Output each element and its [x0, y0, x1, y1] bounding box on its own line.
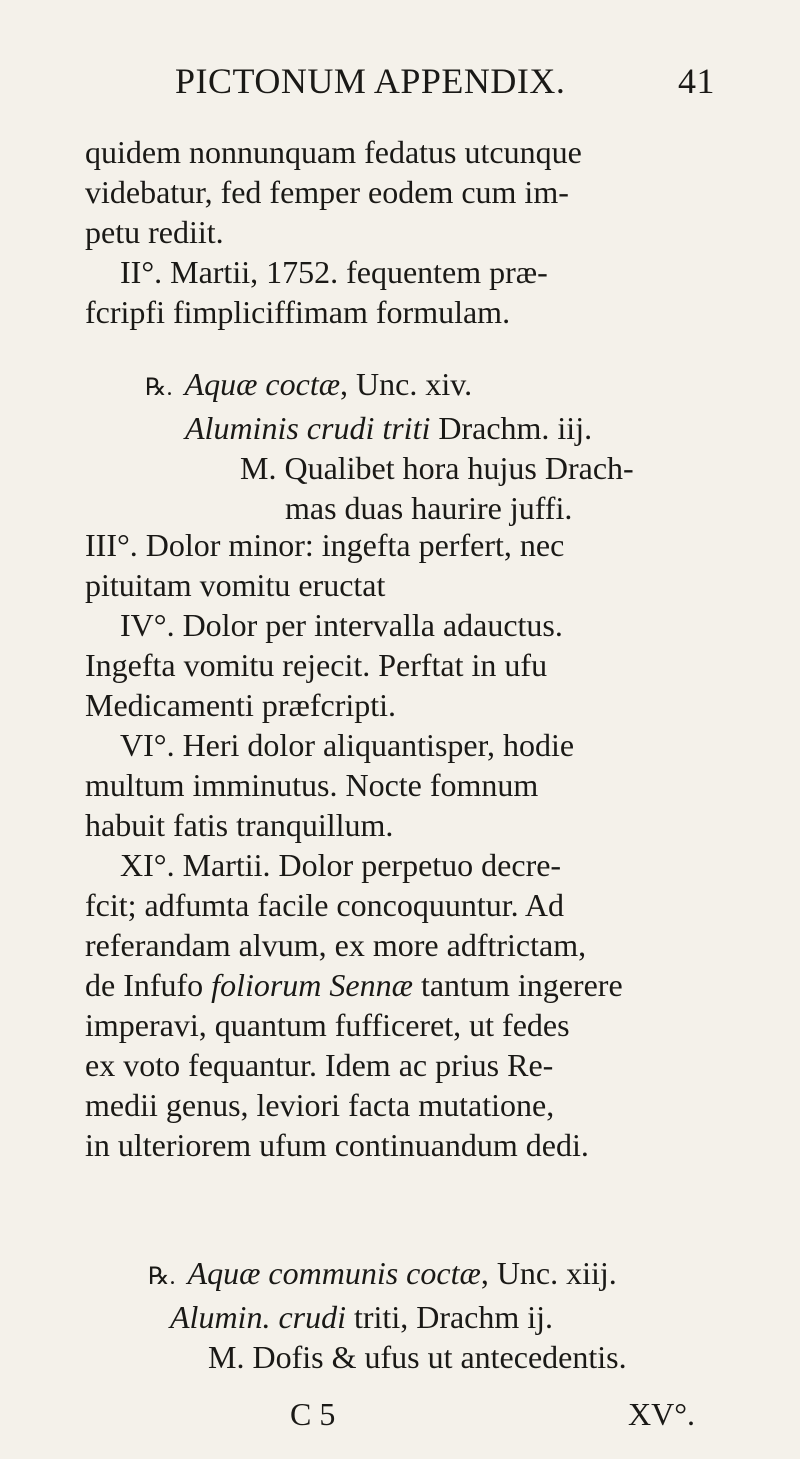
prescription-1 [145, 364, 634, 528]
text-line: fcit; adfumta facile concoquuntur. Ad [85, 887, 564, 923]
ingredient-dose: , Unc. xiv. [340, 366, 473, 402]
ingredient-dose: , Unc. xiij. [480, 1255, 617, 1291]
ingredient-dose: triti, Drachm ij. [345, 1299, 554, 1335]
text-line: II°. Martii, 1752. fequentem præ- [120, 254, 548, 290]
directions-line: M. Dofis & ufus ut antecedentis. [208, 1339, 627, 1375]
catchword: XV°. [628, 1396, 696, 1432]
text-line: quidem nonnunquam fedatus utcunque [85, 134, 582, 170]
text-line: imperavi, quantum fufficeret, ut fedes [85, 1007, 570, 1043]
text-line: Medicamenti præfcripti. [85, 687, 397, 723]
recipe-symbol: ℞. [145, 375, 173, 401]
text-line: multum imminutus. Nocte fomnum [85, 767, 539, 803]
text-line: in ulteriorem ufum continuandum dedi. [85, 1127, 589, 1163]
ingredient-name: Aquæ coctæ [184, 366, 341, 402]
text-line: VI°. Heri dolor aliquantisper, hodie [120, 727, 575, 763]
italic-span: foliorum Sennæ [211, 967, 413, 1003]
ingredient-name: Aluminis crudi triti [185, 410, 431, 446]
text-line: ex voto fequantur. Idem ac prius Re- [85, 1047, 554, 1083]
text-line: referandam alvum, ex more adftrictam, [85, 927, 587, 963]
prescription-2 [148, 1253, 627, 1377]
ingredient-name: Aquæ communis coctæ [187, 1255, 481, 1291]
page-number: 41 [678, 61, 715, 101]
text-span: de Infufo [85, 967, 212, 1003]
text-line [85, 965, 725, 1005]
running-header [175, 60, 715, 102]
signature-mark: C 5 [290, 1396, 336, 1432]
text-span: tantum ingerere [412, 967, 623, 1003]
text-line: Ingefta vomitu rejecit. Perftat in ufu [85, 647, 548, 683]
text-line: videbatur, fed femper eodem cum im- [85, 174, 569, 210]
ingredient-name: Alumin. crudi [170, 1299, 346, 1335]
header-title: PICTONUM APPENDIX. [175, 61, 566, 101]
text-line: pituitam vomitu eructat [85, 567, 386, 603]
ingredient-dose: Drachm. iij. [430, 410, 593, 446]
text-line: medii genus, leviori facta mutatione, [85, 1087, 555, 1123]
text-line: fcripfi fimpliciffimam formulam. [85, 294, 511, 330]
paragraph-march-2 [85, 252, 725, 332]
directions-line: M. Qualibet hora hujus Drach- [240, 450, 634, 486]
text-line: IV°. Dolor per intervalla adauctus. [120, 607, 563, 643]
text-line: III°. Dolor minor: ingefta perfert, nec [85, 527, 565, 563]
recipe-symbol: ℞. [148, 1264, 176, 1290]
text-line: habuit fatis tranquillum. [85, 807, 394, 843]
paragraph-opening [85, 132, 725, 252]
directions-line: mas duas haurire juffi. [285, 490, 573, 526]
text-line: XI°. Martii. Dolor perpetuo decre- [120, 847, 562, 883]
paragraph-clinical-notes [85, 525, 725, 1165]
text-line: petu rediit. [85, 214, 224, 250]
